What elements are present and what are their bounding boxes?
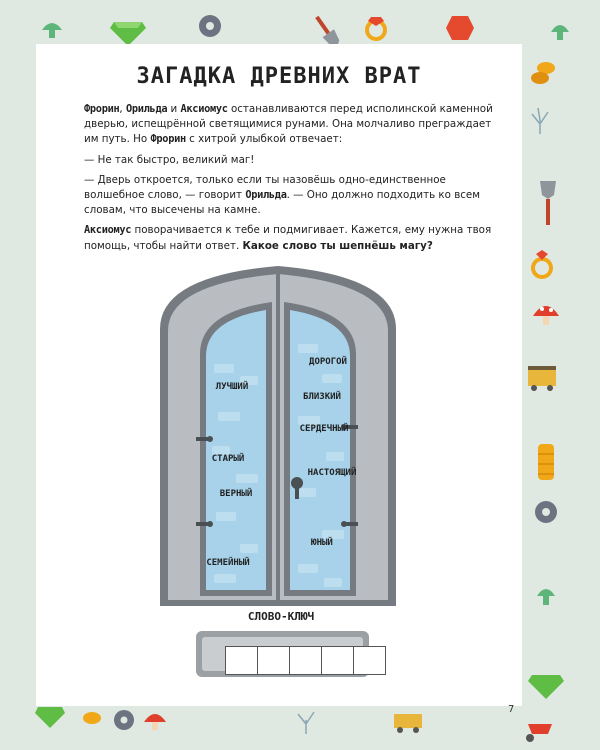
text-span: , [119, 103, 126, 115]
page-sheet [36, 44, 522, 715]
character-name: Аксиомус [180, 103, 228, 115]
character-name: Аксиомус [84, 224, 132, 237]
gem-icon [528, 675, 564, 699]
wheelbarrow-icon [526, 724, 552, 742]
shovel-icon [540, 181, 556, 225]
text-span: с хитрой улыбкой отвечает: [185, 133, 343, 146]
rune-word-left: ЛУЧШИЙ [215, 382, 249, 392]
answer-letter-cell[interactable] [353, 646, 386, 675]
rune-word-right: ДОРОГОЙ [309, 357, 347, 367]
answer-cells [226, 646, 386, 675]
rune-word-right: СЕРДЕЧНЫЙ [299, 424, 349, 434]
mushroom-icon [533, 306, 559, 325]
saw-blade-icon [114, 710, 134, 730]
gem-icon [35, 707, 65, 728]
rune-word-left: СЕМЕЙНЫЙ [206, 558, 250, 568]
answer-letter-cell[interactable] [321, 646, 354, 675]
ring-icon [367, 17, 385, 39]
rune-word-right: НАСТОЯЩИЙ [307, 468, 357, 478]
text-span: и [167, 103, 181, 115]
page-title: ЗАГАДКА ДРЕВНИХ ВРАТ [136, 64, 422, 89]
ring-icon [533, 250, 551, 277]
gem-icon [110, 22, 146, 46]
character-name: Фрорин [150, 133, 186, 146]
text-span: . — Оно должно подходить ко всем словам, что высечены на камне. [84, 189, 481, 217]
saw-blade-icon [199, 15, 221, 37]
stone-gate [36, 44, 522, 706]
answer-letter-cell[interactable] [225, 646, 258, 675]
gem-icon [446, 16, 474, 40]
paragraph-dialogue-1: — Не так быстро, великий маг! [84, 153, 255, 166]
coins-icon [83, 712, 101, 724]
text-span: поворачивается к тебе и подмигивает. Кажется, ему нужна твоя помощь, чтобы найти ответ. [84, 224, 492, 252]
question-text: Какое слово ты шепнёшь магу? [242, 239, 433, 252]
mushroom-icon [537, 589, 555, 605]
answer-label: СЛОВО-КЛЮЧ [247, 610, 315, 623]
mine-cart-icon [394, 714, 422, 733]
answer-letter-cell[interactable] [289, 646, 322, 675]
coral-icon [298, 712, 314, 734]
saw-blade-icon [535, 501, 557, 523]
text-span: останавливаются перед исполинской каменной дверью, испещрённой светящимися рунами. Она молчаливо преграждает им путь. Но [84, 103, 493, 146]
rune-word-right: ЮНЫЙ [311, 538, 333, 548]
answer-box [196, 631, 369, 677]
text-span: — Дверь откроется, только если ты назовёшь одно-единственное волшебное слово, — говорит [84, 173, 446, 202]
page-number: 7 [508, 704, 515, 715]
mushroom-icon [551, 25, 569, 40]
character-name: Орильда [245, 189, 287, 202]
character-name: Орильда [125, 103, 168, 115]
coral-icon [532, 108, 548, 134]
mushroom-icon [144, 714, 166, 730]
answer-box-inner [202, 637, 363, 671]
rune-word-left: ВЕРНЫЙ [219, 489, 253, 499]
mine-cart-icon [528, 366, 556, 391]
coins-icon [531, 62, 555, 84]
rune-word-right: БЛИЗКИЙ [303, 392, 341, 402]
coins-icon [538, 444, 554, 480]
answer-letter-cell[interactable] [257, 646, 290, 675]
rune-word-left: СТАРЫЙ [211, 454, 245, 464]
character-name: Фрорин [84, 103, 120, 115]
mushroom-icon [42, 23, 62, 38]
